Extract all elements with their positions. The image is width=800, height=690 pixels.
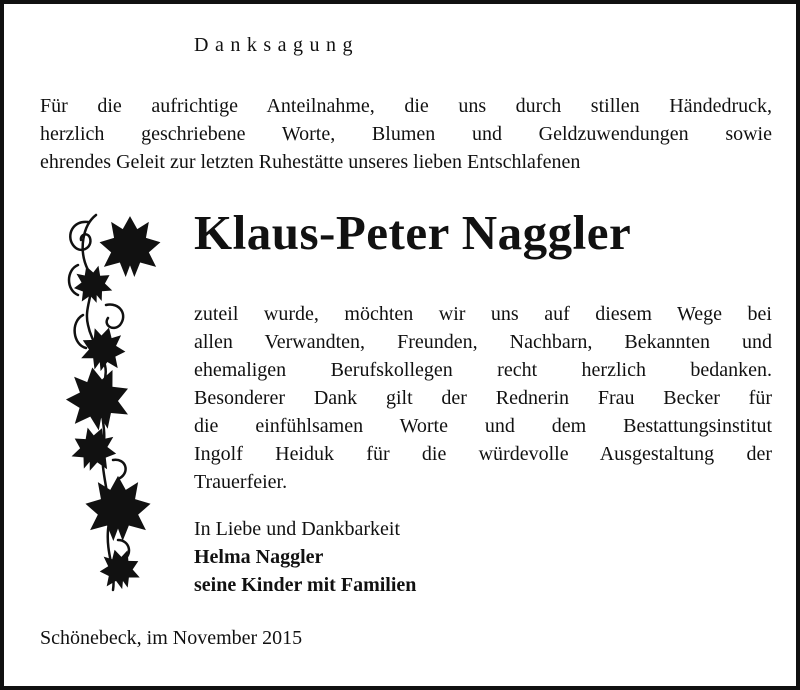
body-line: Besonderer Dank gilt der Rednerin Frau Becker für <box>194 387 772 409</box>
intro-line: ehrendes Geleit zur letzten Ruhestätte unseres lieben Entschlafenen <box>40 151 581 173</box>
closing-text: In Liebe und Dankbarkeit <box>194 518 401 540</box>
intro-paragraph <box>40 92 772 176</box>
signature-block <box>194 515 416 599</box>
heading: Danksagung <box>194 34 359 56</box>
body-line: die einfühlsamen Worte und dem Bestattungsinstitut <box>194 415 772 437</box>
signer-name: Helma Naggler <box>194 546 324 568</box>
body-paragraph <box>194 300 772 496</box>
body-line: ehemaligen Berufskollegen recht herzlich bedanken. <box>194 359 772 381</box>
body-line: Trauerfeier. <box>194 471 288 493</box>
place-date: Schönebeck, im November 2015 <box>40 627 303 649</box>
body-line: zuteil wurde, möchten wir uns auf diesem Wege bei <box>194 303 772 325</box>
body-line: allen Verwandten, Freunden, Nachbarn, Bekannten und <box>194 331 772 353</box>
intro-line: herzlich geschriebene Worte, Blumen und Geldzuwendungen sowie <box>40 123 772 145</box>
signer-family: seine Kinder mit Familien <box>194 574 417 596</box>
grapevine-leaves-icon <box>58 210 168 595</box>
intro-line: Für die aufrichtige Anteilnahme, die uns durch stillen Händedruck, <box>40 95 772 117</box>
body-line: Ingolf Heiduk für die würdevolle Ausgestaltung der <box>194 443 772 465</box>
deceased-name: Klaus-Peter Naggler <box>194 205 632 260</box>
